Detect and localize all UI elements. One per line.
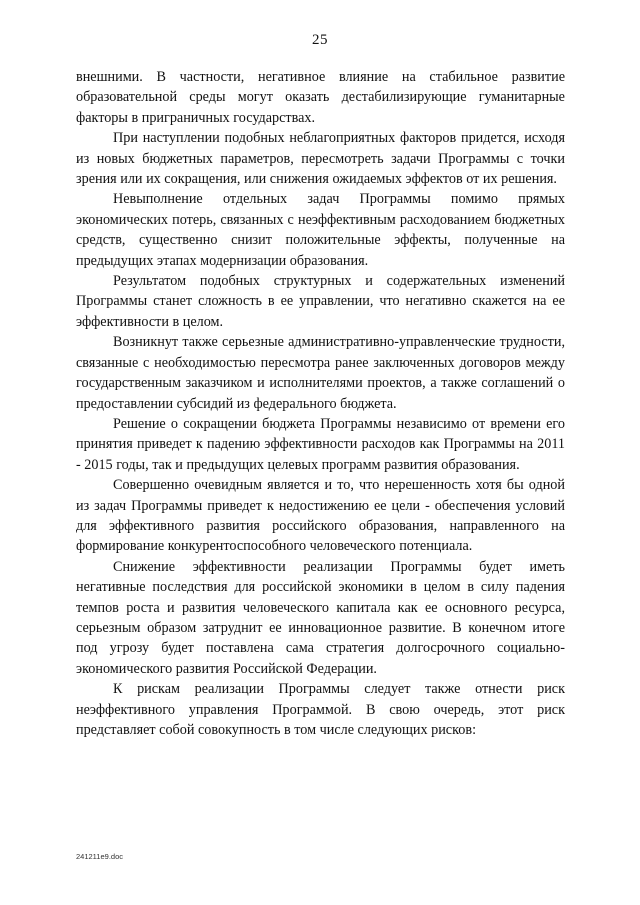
document-body <box>76 67 565 740</box>
paragraph: Невыполнение отдельных задач Программы помимо прямых экономических потерь, связанных с неэффективным расходованием бюджетных средств, существенно снизит положительные эффекты, полученные на предыдущих этапах модернизации образования. <box>76 191 565 269</box>
paragraph: При наступлении подобных неблагоприятных факторов придется, исходя из новых бюджетных параметров, пересмотреть задачи Программы с точки зрения или их сокращения, или снижения ожидаемых эффектов от их решения. <box>76 130 565 188</box>
paragraph: Решение о сокращении бюджета Программы независимо от времени его принятия приведет к падению эффективности расходов как Программы на 2011 - 2015 годы, так и предыдущих целевых программ развития образования. <box>76 415 565 473</box>
paragraph: Снижение эффективности реализации Программы будет иметь негативные последствия для российской экономики в целом в силу падения темпов роста и развития человеческого капитала как ее основного ресурса, серьезным образом затруднит ее инновационное развитие. В конечном итоге под угрозу будет поставлена сама стратегия долгосрочного социально-экономического развития Российской Федерации. <box>76 558 565 677</box>
paragraph: Совершенно очевидным является и то, что нерешенность хотя бы одной из задач Программы приведет к недостижению ее цели - обеспечения условий для эффективного развития российского образования, направленного на формирование конкурентоспособного человеческого потенциала. <box>76 477 565 555</box>
paragraph-continued: внешними. В частности, негативное влияние на стабильное развитие образовательной среды могут оказать дестабилизирующие гуманитарные факторы в приграничных государствах. <box>76 69 565 126</box>
page-number: 25 <box>312 32 328 48</box>
file-name-footer: 241211e9.doc <box>76 852 123 861</box>
paragraph: К рискам реализации Программы следует также отнести риск неэффективного управления Программой. В свою очередь, этот риск представляет собой совокупность в том числе следующих рисков: <box>76 681 565 738</box>
paragraph: Возникнут также серьезные административно-управленческие трудности, связанные с необходимостью пересмотра ранее заключенных договоров между государственным заказчиком и исполнителями проектов, а также соглашений о предоставлении субсидий из федерального бюджета. <box>76 334 565 412</box>
paragraph: Результатом подобных структурных и содержательных изменений Программы станет сложность в ее управлении, что негативно скажется на ее эффективности в целом. <box>76 273 565 330</box>
